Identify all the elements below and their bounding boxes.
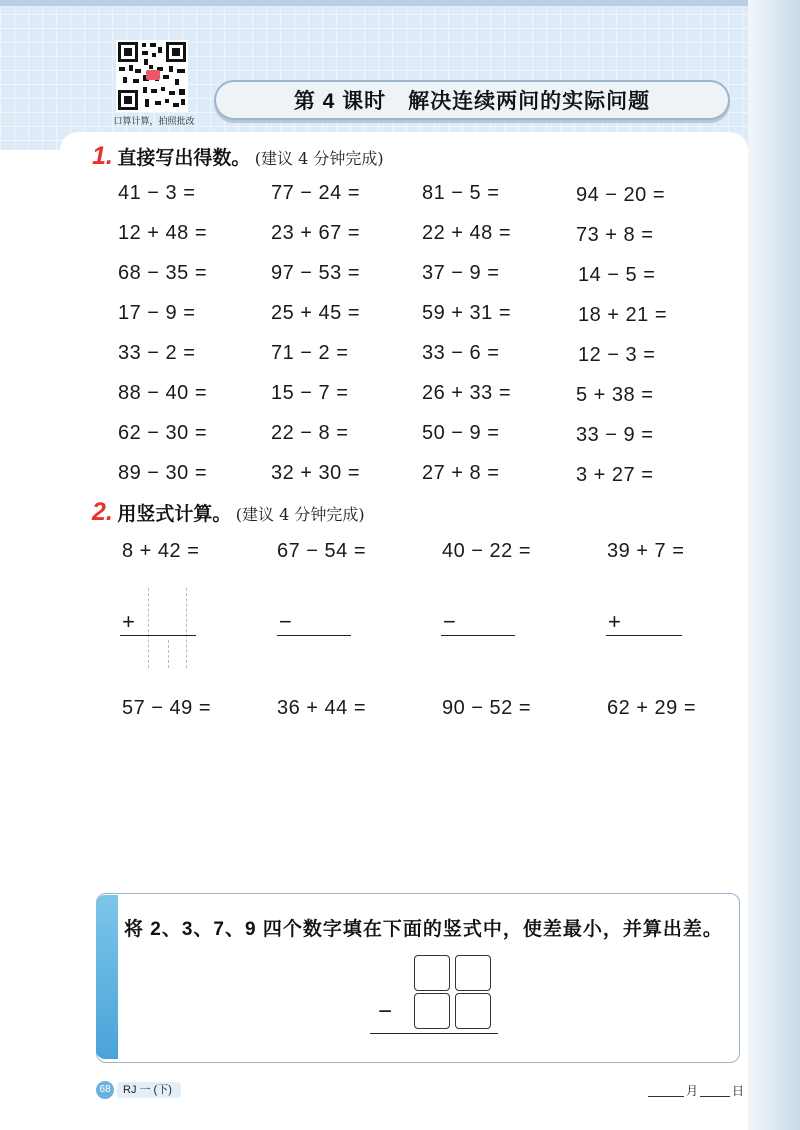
problem-r8c4: 3 + 27 = xyxy=(576,464,654,486)
qr-code-icon xyxy=(116,40,188,112)
section1-title: 直接写出得数。 xyxy=(117,148,251,169)
day-blank[interactable] xyxy=(700,1082,730,1097)
problem-r2c4: 73 + 8 = xyxy=(576,224,654,246)
problem-r8c1: 89 − 30 = xyxy=(118,462,208,484)
vertical-problem-1: 8 + 42 = xyxy=(122,540,200,562)
vertical-problem-8: 62 + 29 = xyxy=(607,697,697,719)
problem-r5c2: 71 − 2 = xyxy=(271,342,349,364)
vertical-problem-6: 36 + 44 = xyxy=(277,697,367,719)
section1-heading xyxy=(92,142,384,171)
section2-note: (建议 4 分钟完成) xyxy=(235,505,365,524)
problem-r1c3: 81 − 5 = xyxy=(422,182,500,204)
column-guide-line xyxy=(168,640,169,668)
problem-r7c2: 22 − 8 = xyxy=(271,422,349,444)
digit-cell-4[interactable] xyxy=(455,993,491,1029)
problem-r2c1: 12 + 48 = xyxy=(118,222,208,244)
minus-sign: − xyxy=(443,609,456,634)
page-number: 68 xyxy=(96,1081,114,1099)
problem-r5c3: 33 − 6 = xyxy=(422,342,500,364)
problem-r3c1: 68 − 35 = xyxy=(118,262,208,284)
lesson-title-bar xyxy=(214,80,730,120)
month-label: 月 xyxy=(686,1084,699,1098)
digit-cell-3[interactable] xyxy=(414,993,450,1029)
problem-r6c3: 26 + 33 = xyxy=(422,382,512,404)
challenge-tab xyxy=(96,895,118,1059)
problem-r6c2: 15 − 7 = xyxy=(271,382,349,404)
challenge-minus-sign: − xyxy=(378,998,393,1025)
answer-line xyxy=(120,635,196,636)
problem-r5c1: 33 − 2 = xyxy=(118,342,196,364)
digit-cell-1[interactable] xyxy=(414,955,450,991)
edition-label: RJ 一 (下) xyxy=(117,1082,181,1098)
section2-number: 2. xyxy=(92,498,113,526)
plus-sign: + xyxy=(608,609,621,634)
column-guide-line xyxy=(148,588,149,668)
lesson-title: 第 4 课时 解决连续两问的实际问题 xyxy=(293,90,651,113)
problem-r8c2: 32 + 30 = xyxy=(271,462,361,484)
problem-r8c3: 27 + 8 = xyxy=(422,462,500,484)
header-top-strip xyxy=(0,0,800,6)
problem-r4c1: 17 − 9 = xyxy=(118,302,196,324)
problem-r1c1: 41 − 3 = xyxy=(118,182,196,204)
answer-line xyxy=(606,635,682,636)
problem-r3c3: 37 − 9 = xyxy=(422,262,500,284)
problem-r6c4: 5 + 38 = xyxy=(576,384,654,406)
challenge-question: 将 2、3、7、9 四个数字填在下面的竖式中，使差最小，并算出差。 xyxy=(124,919,723,940)
column-guide-line xyxy=(186,588,187,668)
section2-title: 用竖式计算。 xyxy=(117,504,232,525)
problem-r7c4: 33 − 9 = xyxy=(576,424,654,446)
challenge-answer-line xyxy=(370,1033,498,1034)
problem-r5c4: 12 − 3 = xyxy=(578,344,656,366)
section2-heading xyxy=(92,498,365,527)
page-edge xyxy=(748,0,800,1130)
vertical-problem-3: 40 − 22 = xyxy=(442,540,532,562)
day-label: 日 xyxy=(732,1084,745,1098)
minus-sign: − xyxy=(279,609,292,634)
vertical-problem-7: 90 − 52 = xyxy=(442,697,532,719)
answer-line xyxy=(277,635,351,636)
problem-r7c3: 50 − 9 = xyxy=(422,422,500,444)
problem-r7c1: 62 − 30 = xyxy=(118,422,208,444)
problem-r4c3: 59 + 31 = xyxy=(422,302,512,324)
section1-number: 1. xyxy=(92,142,113,170)
month-blank[interactable] xyxy=(648,1082,684,1097)
problem-r6c1: 88 − 40 = xyxy=(118,382,208,404)
qr-code[interactable] xyxy=(116,40,188,112)
plus-sign: + xyxy=(122,609,135,634)
problem-r2c3: 22 + 48 = xyxy=(422,222,512,244)
qr-caption: 口算计算，拍照批改 xyxy=(113,116,195,126)
problem-r4c2: 25 + 45 = xyxy=(271,302,361,324)
problem-r3c2: 97 − 53 = xyxy=(271,262,361,284)
vertical-problem-5: 57 − 49 = xyxy=(122,697,212,719)
problem-r1c4: 94 − 20 = xyxy=(576,184,666,206)
problem-r4c4: 18 + 21 = xyxy=(578,304,668,326)
digit-cell-2[interactable] xyxy=(455,955,491,991)
problem-r3c4: 14 − 5 = xyxy=(578,264,656,286)
problem-r2c2: 23 + 67 = xyxy=(271,222,361,244)
problem-r1c2: 77 − 24 = xyxy=(271,182,361,204)
vertical-problem-2: 67 − 54 = xyxy=(277,540,367,562)
section1-note: (建议 4 分钟完成) xyxy=(254,149,384,168)
vertical-problem-4: 39 + 7 = xyxy=(607,540,685,562)
answer-line xyxy=(441,635,515,636)
